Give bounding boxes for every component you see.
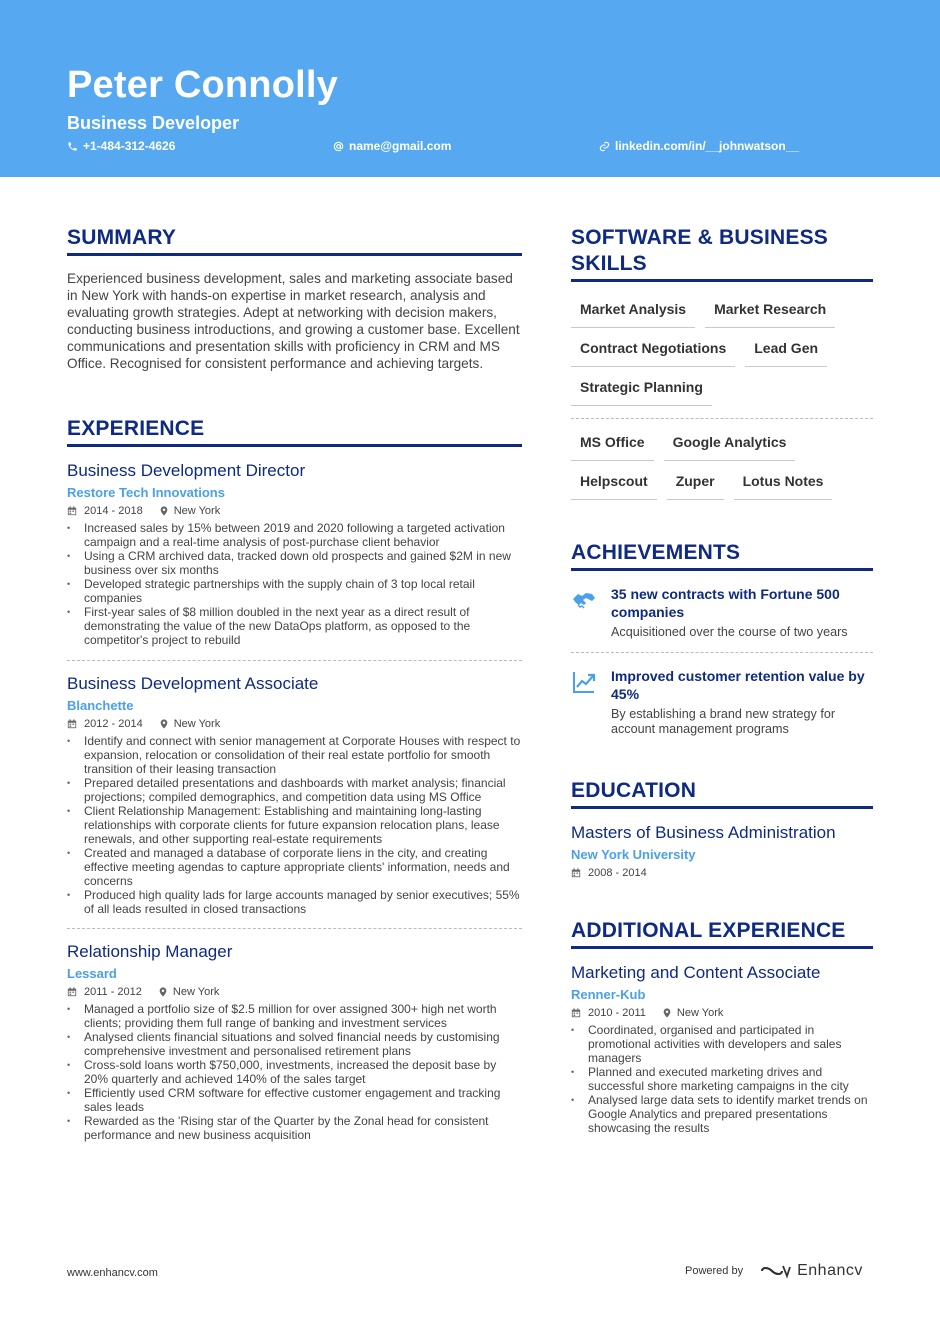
job-location: New York: [172, 986, 220, 998]
achievement-title: 35 new contracts with Fortune 500 companies: [611, 586, 840, 620]
company-name: Renner-Kub: [571, 987, 646, 1002]
location-pin-icon: [662, 1008, 672, 1018]
job-dates: 2014 - 2018: [84, 505, 143, 517]
phone-text: +1-484-312-4626: [83, 139, 176, 153]
job-dates: 2010 - 2011: [588, 1007, 646, 1019]
skill-tag: Strategic Planning: [571, 376, 712, 406]
job-meta: [67, 985, 522, 999]
contact-email[interactable]: [333, 139, 451, 153]
linkedin-text: linkedin.com/in/__johnwatson__: [615, 139, 800, 153]
achievement-item: [571, 667, 873, 737]
list-item: • Efficiently used CRM software for effective customer engagement and tracking sales leads: [67, 1086, 522, 1114]
education-dates: 2008 - 2014: [588, 867, 647, 879]
job-meta: [67, 717, 522, 731]
candidate-role: Business Developer: [67, 113, 240, 133]
phone-icon: [67, 141, 78, 152]
list-item: • Identify and connect with senior management at Corporate Houses with respect to expansion, relocation or consolidation of their real estate portfolio for smooth transition of their leasing transaction: [67, 734, 522, 776]
list-item: • Managed a portfolio size of $2.5 million for over assigned 300+ high net worth clients; providing them full range of banking and investment services: [67, 1002, 522, 1030]
job-title: Business Development Associate: [67, 674, 319, 693]
list-item: • Created and managed a database of corporate liens in the city, and creating effective meeting agendas to capture appropriate clients' information, needs and concerns: [67, 846, 522, 888]
list-item: • Analysed clients financial situations and solved financial needs by customising comprehensive investment and personalised retirement plans: [67, 1030, 522, 1058]
email-text: name@gmail.com: [349, 139, 452, 153]
contact-phone[interactable]: [67, 139, 175, 153]
list-item: • Increased sales by 15% between 2019 and 2020 following a targeted activation campaign and a real-time analysis of post-purchase client behavior: [67, 521, 522, 549]
skill-tag: MS Office: [571, 431, 654, 461]
list-item: • Developed strategic partnerships with the supply chain of 3 top local retail companies: [67, 577, 522, 605]
divider: [67, 660, 522, 661]
job-location: New York: [173, 505, 221, 517]
location-pin-icon: [158, 987, 168, 997]
experience-entry: [67, 673, 522, 916]
job-bullets: [67, 1002, 522, 1142]
skill-tag: Helpscout: [571, 470, 657, 500]
achievement-desc: By establishing a brand new strategy for account management programs: [611, 707, 836, 736]
job-location: New York: [173, 718, 221, 730]
footer-website[interactable]: www.enhancv.com: [67, 1267, 158, 1279]
education-entry: [571, 822, 873, 880]
skills-heading-line1: SOFTWARE & BUSINESS: [571, 226, 828, 249]
list-item: • Planned and executed marketing drives and successful shore marketing campaigns in the city: [571, 1065, 873, 1093]
achievement-title: Improved customer retention value by 45%: [611, 668, 865, 702]
contact-linkedin[interactable]: [599, 139, 799, 153]
powered-by-label: Powered by: [685, 1265, 744, 1277]
calendar-icon: [67, 719, 77, 729]
job-title: Business Development Director: [67, 461, 306, 480]
skill-tag: Market Research: [705, 298, 835, 328]
additional-experience-entry: [571, 962, 873, 1135]
list-item: • Prepared detailed presentations and dashboards with market analysis; financial projections; compiled demographics, and competition data using MS Office: [67, 776, 522, 804]
list-item: • First-year sales of $8 million doubled in the next year as a direct result of demonstrating the value of the new DataOps platform, as opposed to the competitor's project to rebuild: [67, 605, 522, 647]
calendar-icon: [67, 506, 77, 516]
list-item: • Rewarded as the 'Rising star of the Quarter by the Zonal head for consistent performance and new business acquisition: [67, 1114, 522, 1142]
education-heading: EDUCATION: [571, 778, 873, 809]
job-bullets: [571, 1023, 873, 1135]
achievement-item: [571, 585, 873, 640]
list-item: • Using a CRM archived data, tracked down old prospects and gained $2M in new business over six months: [67, 549, 522, 577]
job-meta: [67, 504, 522, 518]
job-bullets: [67, 521, 522, 647]
summary-heading: SUMMARY: [67, 225, 522, 256]
job-location: New York: [676, 1007, 724, 1019]
summary-text: Experienced business development, sales and marketing associate based in New York with hands-on expertise in market research, analysis and evaluating growth strategies. Adept at networking with decision makers, conducting business introductions, and growing a customer base. Excellent communications and presentation skills with proficiency in CRM and MS Office. Recognised for consistent performance and achieving targets.: [67, 271, 520, 371]
company-name: Lessard: [67, 966, 117, 981]
achievements-heading: ACHIEVEMENTS: [571, 540, 873, 571]
skills-group-business: [571, 298, 873, 406]
brand-name: Enhancv: [797, 1262, 863, 1279]
calendar-icon: [571, 868, 581, 878]
calendar-icon: [67, 987, 77, 997]
left-column: [67, 225, 522, 1142]
list-item: • Cross-sold loans worth $750,000, investments, increased the deposit base by 20% quarterly and achieved 140% of the sales target: [67, 1058, 522, 1086]
skill-tag: Lead Gen: [745, 337, 827, 367]
divider: [67, 928, 522, 929]
candidate-name: Peter Connolly: [67, 64, 338, 106]
handshake-icon: [571, 587, 597, 613]
experience-entry: [67, 941, 522, 1142]
additional-experience-heading: ADDITIONAL EXPERIENCE: [571, 918, 873, 949]
list-item: • Coordinated, organised and participated in promotional activities with developers and sales managers: [571, 1023, 873, 1065]
right-column: [571, 225, 873, 1135]
experience-heading: EXPERIENCE: [67, 416, 522, 447]
link-icon: [599, 141, 610, 152]
job-meta: [571, 1006, 873, 1020]
location-pin-icon: [159, 506, 169, 516]
skills-heading-line2: SKILLS: [571, 252, 647, 275]
at-icon: [333, 141, 344, 152]
list-item: • Analysed large data sets to identify market trends on Google Analytics and prepared presentations showcasing the results: [571, 1093, 873, 1135]
job-title: Marketing and Content Associate: [571, 963, 821, 982]
divider: [571, 418, 873, 419]
enhancv-logo-icon: [759, 1262, 791, 1280]
skill-tag: Market Analysis: [571, 298, 695, 328]
job-dates: 2012 - 2014: [84, 718, 143, 730]
skill-tag: Lotus Notes: [734, 470, 833, 500]
divider: [571, 652, 873, 653]
job-bullets: [67, 734, 522, 916]
company-name: Blanchette: [67, 698, 134, 713]
skill-tag: Google Analytics: [664, 431, 796, 461]
skills-heading: [571, 225, 873, 282]
skills-group-software: [571, 431, 873, 500]
degree-title: Masters of Business Administration: [571, 823, 836, 842]
education-meta: [571, 866, 873, 880]
achievement-desc: Acquisitioned over the course of two years: [611, 625, 848, 639]
job-title: Relationship Manager: [67, 942, 233, 961]
job-dates: 2011 - 2012: [84, 986, 142, 998]
location-pin-icon: [159, 719, 169, 729]
company-name: Restore Tech Innovations: [67, 485, 225, 500]
skill-tag: Zuper: [667, 470, 724, 500]
footer-branding[interactable]: [685, 1262, 863, 1280]
list-item: • Produced high quality lads for large accounts managed by senior executives; 55% of all leads resulted in closed transactions: [67, 888, 522, 916]
school-name: New York University: [571, 847, 696, 862]
chart-up-icon: [571, 669, 597, 695]
calendar-icon: [571, 1008, 581, 1018]
resume-header: [0, 0, 940, 177]
skill-tag: Contract Negotiations: [571, 337, 735, 367]
list-item: • Client Relationship Management: Establishing and maintaining long-lasting relationships with corporate clients for future expansion relocation plans, lease renewals, and other supporting real-estate requirements: [67, 804, 522, 846]
experience-entry: [67, 460, 522, 647]
